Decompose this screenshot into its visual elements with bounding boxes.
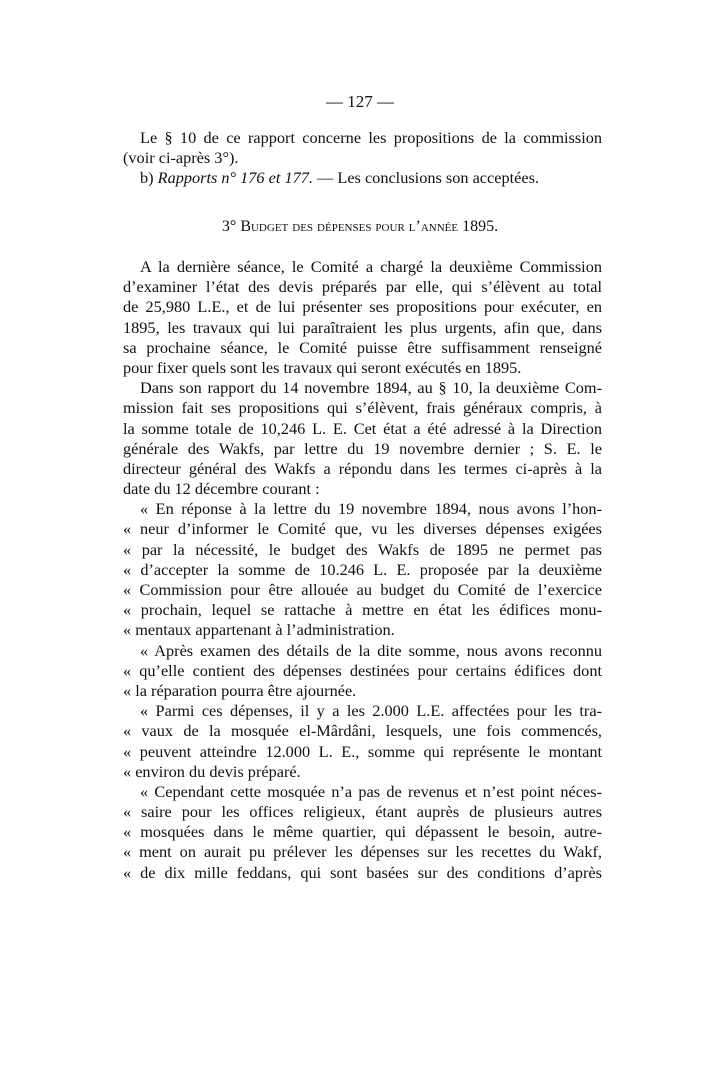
text-line: A la dernière séance, le Comité a chargé la deuxième Commission: [140, 257, 602, 276]
section-title: Budget des dépenses pour l’année: [240, 218, 459, 235]
text-line: « prochain, lequel se rattache à mettre en état les édifices monu-: [123, 600, 602, 620]
item-b-reports-ref: Rapports n° 176 et 177.: [157, 168, 313, 188]
intro-paragraph: [123, 128, 602, 189]
text-line: « ment on aurait pu prélever les dépenses sur les recettes du Wakf,: [123, 842, 602, 862]
text-line: « neur d’informer le Comité que, vu les diverses dépenses exigées: [123, 519, 602, 539]
body-text: [123, 257, 602, 883]
text-line: « En réponse à la lettre du 19 novembre 1894, nous avons l’hon-: [140, 499, 602, 519]
item-b-label: b): [140, 168, 158, 188]
text-line: Dans son rapport du 14 novembre 1894, au § 10, la deuxième Com-: [140, 378, 602, 398]
text-line: générale des Wakfs, par lettre du 19 novembre dernier ; S. E. le: [123, 438, 602, 458]
text-line: d’examiner l’état des devis préparés par elle, qui s’élèvent au total: [123, 277, 602, 297]
item-b-text: — Les conclusions son acceptées.: [312, 168, 540, 188]
text-line: « Après examen des détails de la dite somme, nous avons reconnu: [140, 640, 602, 660]
page-number: — 127 —: [326, 92, 394, 111]
text-line: pour fixer quels sont les travaux qui seront exécutés en 1895.: [123, 357, 522, 377]
text-line: « mentaux appartenant à l’administration.: [123, 620, 395, 640]
section-number: 3°: [221, 218, 241, 235]
item-b-line: [123, 168, 602, 188]
text-line: « saire pour les offices religieux, étant auprès de plusieurs autres: [123, 802, 602, 822]
text-line: « environ du devis préparé.: [123, 761, 301, 781]
text-line: « de dix mille feddans, qui sont basées sur des conditions d’après: [123, 862, 602, 882]
section-year: 1895.: [458, 218, 499, 235]
text-line: date du 12 décembre courant :: [123, 479, 320, 499]
text-line: « Commission pour être allouée au budget du Comité de l’exercice: [123, 580, 602, 599]
text-line: « vaux de la mosquée el-Mârdâni, lesquels, une fois commencés,: [123, 721, 602, 741]
text-line: directeur général des Wakfs a répondu dans les termes ci-après à la: [123, 458, 602, 478]
text-line: « la réparation pourra être ajournée.: [123, 680, 357, 700]
text-line: « par la nécessité, le budget des Wakfs de 1895 ne permet pas: [123, 539, 602, 559]
text-line: 1895, les travaux qui lui paraîtraient les plus urgents, afin que, dans: [123, 317, 602, 337]
text-line: mission fait ses propositions qui s’élèvent, frais généraux compris, à: [123, 398, 602, 418]
text-line: « Cependant cette mosquée n’a pas de revenus et n’est point néces-: [140, 781, 602, 801]
text-line: la somme totale de 10,246 L. E. Cet état a été adressé à la Direction: [123, 418, 602, 438]
text-line: « qu’elle contient des dépenses destinées pour certains édifices dont: [123, 660, 602, 680]
text-line: Le § 10 de ce rapport concerne les propositions de la commission: [140, 128, 602, 147]
text-line: sa prochaine séance, le Comité puisse être suffisamment renseigné: [123, 337, 602, 357]
text-line: « mosquées dans le même quartier, qui dépassent le besoin, autre-: [123, 822, 602, 842]
text-line: « peuvent atteindre 12.000 L. E., somme qui représente le montant: [123, 741, 602, 761]
text-line: (voir ci-après 3°).: [123, 148, 239, 168]
text-line: « d’accepter la somme de 10.246 L. E. proposée par la deuxième: [123, 559, 602, 579]
text-line: de 25,980 L.E., et de lui présenter ses propositions pour exécuter, en: [123, 297, 602, 317]
text-line: « Parmi ces dépenses, il y a les 2.000 L.E. affectées pour les tra-: [140, 701, 602, 721]
section-heading: [0, 218, 720, 236]
